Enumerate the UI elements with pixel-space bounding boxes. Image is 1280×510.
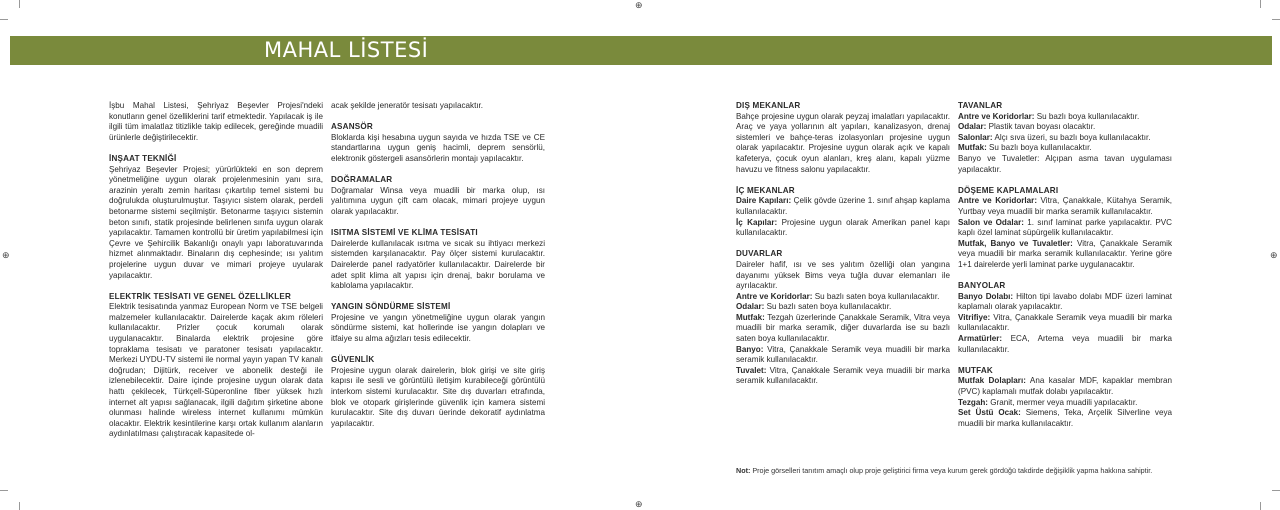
section-title: ISITMA SİSTEMİ VE KLİMA TESİSATI	[331, 228, 478, 238]
section-text: Bloklarda kişi hesabına uygun sayıda ve hızda TSE ve CE standartlarına uygun geniş hacimli, deprem sensörlü, elektronik göstergeli asansörlerin montajı yapılacaktır.	[331, 132, 545, 163]
spec-line	[736, 196, 950, 217]
spec-value: Vitra, Çanakkale Seramik veya muadili bir marka seramik kullanılacaktır.	[736, 365, 950, 386]
spec-line	[958, 143, 1172, 154]
section-title: ELEKTRİK TESİSATI VE GENEL ÖZELLİKLER	[109, 291, 292, 301]
spec-value: Su bazlı boya kullanılacaktır.	[1034, 111, 1140, 121]
spec-line	[958, 218, 1172, 239]
spec-label: Daire Kapıları:	[736, 196, 792, 206]
registration-mark-right: ⊕	[1270, 250, 1278, 260]
spec-value: 1. sınıf laminat parke yapılacaktır. PVC kaplı özel laminat süpürgelik kullanılacaktır.	[958, 217, 1172, 238]
crop-mark	[1272, 19, 1280, 20]
spec-value: ECA, Artema veya muadili bir marka kullanılacaktır.	[958, 334, 1172, 354]
spec-label: Armatürler:	[958, 334, 1003, 344]
section-text: Projesine ve yangın yönetmeliğine uygun olarak yangın söndürme sistemi, kat hollerinde ise yangın dolapları ve itfaiye su alma ağızları tesis edilecektir.	[331, 312, 545, 344]
spec-label: Vitrifiye:	[958, 312, 991, 322]
crop-mark	[1260, 502, 1261, 510]
spec-line	[958, 122, 1172, 133]
footnote-text: Proje görselleri tanıtım amaçlı olup proje geliştirici firma veya kurum gerek gördüğü takdirde değişiklik yapma hakkına sahiptir.	[750, 466, 1153, 475]
spec-value: Vitra, Çanakkale Seramik veya muadili bir marka kullanılacaktır.	[958, 312, 1172, 333]
section-title: DIŞ MEKANLAR	[736, 101, 801, 110]
registration-mark-top: ⊕	[635, 0, 643, 10]
spec-value: Çelik gövde üzerine 1. sınıf ahşap kaplama kullanılacaktır.	[736, 196, 950, 216]
section-title: YANGIN SÖNDÜRME SİSTEMİ	[331, 302, 451, 312]
registration-mark-left: ⊕	[2, 250, 10, 260]
spec-label: Mutfak:	[958, 143, 987, 153]
spec-label: Antre ve Koridorlar:	[958, 111, 1035, 121]
spec-label: Tuvalet:	[736, 365, 767, 375]
spec-line	[958, 292, 1172, 313]
spec-line	[736, 366, 950, 387]
spec-value: Su bazlı saten boya kullanılacaktır.	[812, 291, 940, 301]
section-title: GÜVENLİK	[331, 355, 375, 365]
spec-line	[736, 345, 950, 366]
spec-value: Vitra, Çanakkale Seramik veya muadili bir marka seramik kullanılacaktır. Yerine göre 1+1 dairelerde yerli laminat parke uygulanacaktır.	[958, 238, 1172, 269]
section-title: DÖŞEME KAPLAMALARI	[958, 185, 1059, 195]
spec-value: Siemens, Teka, Arçelik Silverline veya muadili bir marka kullanılacaktır.	[958, 408, 1173, 428]
footnote	[736, 466, 1152, 475]
spec-line	[736, 302, 950, 313]
spec-label: Mutfak, Banyo ve Tuvaletler:	[958, 238, 1073, 248]
spec-value: Su bazlı boya kullanılacaktır.	[986, 143, 1092, 153]
spec-line	[958, 408, 1172, 429]
section-title: İÇ MEKANLAR	[736, 185, 795, 195]
spec-label: Mutfak Dolapları:	[958, 376, 1026, 386]
column-3	[736, 101, 950, 387]
spec-value: Hilton tipi lavabo dolabı MDF üzeri laminat kaplamalı olarak yapılacaktır.	[958, 291, 1172, 312]
spec-line	[958, 334, 1172, 355]
column-4	[958, 101, 1172, 429]
spec-label: Set Üstü Ocak:	[958, 408, 1021, 418]
crop-mark	[19, 0, 20, 8]
spec-label: Salonlar:	[958, 132, 993, 142]
spec-label: Banyo Dolabı:	[958, 291, 1014, 301]
spec-value: Granit, mermer veya muadili yapılacaktır.	[987, 397, 1138, 407]
section-text: Bahçe projesine uygun olarak peyzaj imalatları yapılacaktır. Araç ve yaya yollarının alt yapıları, kanalizasyon, drenaj sistemleri ve bahçe-teras izolasyonları projesine uygun olarak yapılacaktır. Projesine uygun olarak açık ve kapalı kafeterya, çocuk oyun alanları, kreş alanı, kapalı yüzme havuzu ve fitness salonu yapılacaktır.	[736, 111, 950, 174]
spec-line	[958, 239, 1172, 271]
crop-mark	[1272, 490, 1280, 491]
spec-value: Su bazlı saten boya kullanılacaktır.	[764, 302, 892, 312]
crop-mark	[0, 490, 8, 491]
spec-label: Odalar:	[736, 302, 765, 312]
intro-text: İşbu Mahal Listesi, Şehriyaz Beşevler Projesi'ndeki konutların genel özelliklerini tarif etmektedir. Yapılacak iş ile ilgili tüm imalatlaz titizlikle takip edilecek, gereğinde muadili ürünlerle değiştirilecektir.	[109, 101, 323, 142]
spec-value: Projesine uygun olarak Amerikan panel kapı kullanılacaktır.	[736, 217, 950, 238]
spec-line	[958, 112, 1172, 123]
spec-label: Antre ve Koridorlar:	[736, 291, 813, 301]
section-text: Projesine uygun olarak dairelerin, blok girişi ve site giriş kapısı ile sesli ve görüntülü iletişim kurabileceği görüntülü interkom sistemi kurulacaktır. Site dış duvarları etrafında, blok ve otopark girişlerinde güvenlik için kamera sistemi kurulacaktır. Site dış duvarı üerinde dekoratif aydınlatma yapılacaktır.	[331, 365, 545, 428]
spec-label: İç Kapılar:	[736, 217, 778, 227]
spec-line	[958, 133, 1172, 144]
column-2	[331, 101, 545, 429]
spec-value: Vitra, Çanakkale Seramik veya muadili bir marka seramik kullanılacaktır.	[736, 344, 950, 365]
spec-label: Banyo:	[736, 344, 764, 354]
spec-value: Tezgah üzerlerinde Çanakkale Seramik, Vitra veya muadili bir marka seramik, diğer duvarlarda ise su bazlı saten boya kullanılacaktır.	[736, 312, 950, 344]
section-text: Daireler hafif, ısı ve ses yalıtım özelliği olan yangına dayanımı yüksek Bims veya tuğla duvar elemanları ile ayrılacaktır.	[736, 259, 950, 291]
section-text: Dairelerde kullanılacak ısıtma ve sıcak su ihtiyacı merkezi sistemden karşılanacaktır. Pay ölçer sistemi kurulacaktır. Dairelerde panel radyatörler kullanılacaktır. Dairelerde bir adet split klima alt yapısı için drenaj, bakır borulama ve kablolama yapılacaktır.	[331, 238, 545, 291]
spec-line	[736, 218, 950, 239]
spec-label: Antre ve Koridorlar:	[958, 196, 1038, 206]
section-title: MUTFAK	[958, 365, 993, 375]
spec-label: Tezgah:	[958, 397, 988, 407]
spec-value: Plastik tavan boyası olacaktır.	[986, 122, 1096, 132]
spec-label: Odalar:	[958, 122, 987, 132]
spec-value: Ana kasalar MDF, kapaklar membran (PVC) kaplamalı mutfak dolabı yapılacaktır.	[958, 376, 1172, 397]
section-title: DOĞRAMALAR	[331, 175, 393, 185]
column-1	[109, 101, 323, 440]
spec-line	[958, 376, 1172, 397]
footnote-label: Not:	[736, 466, 751, 475]
section-text: Banyo ve Tuvaletler: Alçıpan asma tavan uygulaması yapılacaktır.	[958, 153, 1172, 174]
crop-mark	[19, 502, 20, 510]
title-banner	[10, 36, 1272, 65]
crop-mark	[0, 19, 8, 20]
section-title: BANYOLAR	[958, 281, 1006, 291]
spec-line	[958, 398, 1172, 409]
section-title: ASANSÖR	[331, 122, 373, 132]
spec-label: Mutfak:	[736, 312, 765, 322]
spec-line	[958, 196, 1172, 217]
section-text: acak şekilde jeneratör tesisatı yapılacaktır.	[331, 101, 484, 110]
crop-mark	[1260, 0, 1261, 8]
spec-line	[958, 313, 1172, 334]
spec-line	[736, 292, 950, 303]
section-title: DUVARLAR	[736, 249, 783, 259]
section-title: TAVANLAR	[958, 101, 1003, 110]
registration-mark-bottom: ⊕	[635, 499, 643, 509]
spec-value: Vitra, Çanakkale, Kütahya Seramik, Yurtbay veya muadili bir marka seramik kullanılacaktır.	[958, 196, 1172, 216]
page-title: MAHAL LİSTESİ	[264, 38, 429, 62]
section-text: Doğramalar Winsa veya muadili bir marka olup, ısı yalıtımına uygun çift cam olacak, mimari projeye uygun olarak yapılacaktır.	[331, 185, 545, 216]
section-text: Şehriyaz Beşevler Projesi; yürürlükteki en son deprem yönetmeliğine uygun olarak projelenmesinin yanı sıra, arazinin yeraltı zemin haritası çıkartılıp temel sistemi bu doğrulukda oluşturulmuştur. Taşıyıcı sistem olarak, perdeli betonarme sistemi seçilmiştir. Betonarme taşıyıcı sistemin beton sınıfı, statik projesinde belirlenen sınıfa uygun olarak yapılacaktır. Tamamen kontrollü bir üretim yapılabilmesi için Çevre ve Şehircilik Bakanlığı onaylı yapı laboratuvarında hizmet alınmaktadır. Binaların dış cephesinde; ısı yalıtım projelerine uygun duvar ve mimari projeye uyularak yapılacaktır.	[109, 164, 323, 280]
spec-label: Salon ve Odalar:	[958, 217, 1024, 227]
spec-value: Alçı sıva üzeri, su bazlı boya kullanılacaktır.	[992, 132, 1151, 142]
section-title: İNŞAAT TEKNİĞİ	[109, 153, 177, 163]
section-text: Elektrik tesisatında yanmaz European Norm ve TSE belgeli malzemeler kullanılacaktır. Dairelerde kaçak akım röleleri kullanılacaktır. Prizler çocuk korumalı olarak uygulanacaktır. Binalarda elektrik projesine göre topraklama tesisatı ve paratoner tesisatı yapılacaktır. Merkezi UYDU-TV sistemi ile normal yayın yapan TV kanalı doğrudan; Dijitürk, receiver ve abonelik desteği ile izlenebilecektir. Daire içinde projesine uygun olarak data hattı çekilecek, Türkçell-Süperonline fiber yüksek hızlı internet alt yapısı sağlanacak, ilgili dağıtım şirketine abone olunması halinde wireless internet kullanımı mümkün olacaktır. Elektrik kesintilerine karşı ortak kullanım alanların aydınlatılması çalıştıracak kapasitede ol-	[109, 302, 323, 439]
spec-line	[736, 313, 950, 345]
